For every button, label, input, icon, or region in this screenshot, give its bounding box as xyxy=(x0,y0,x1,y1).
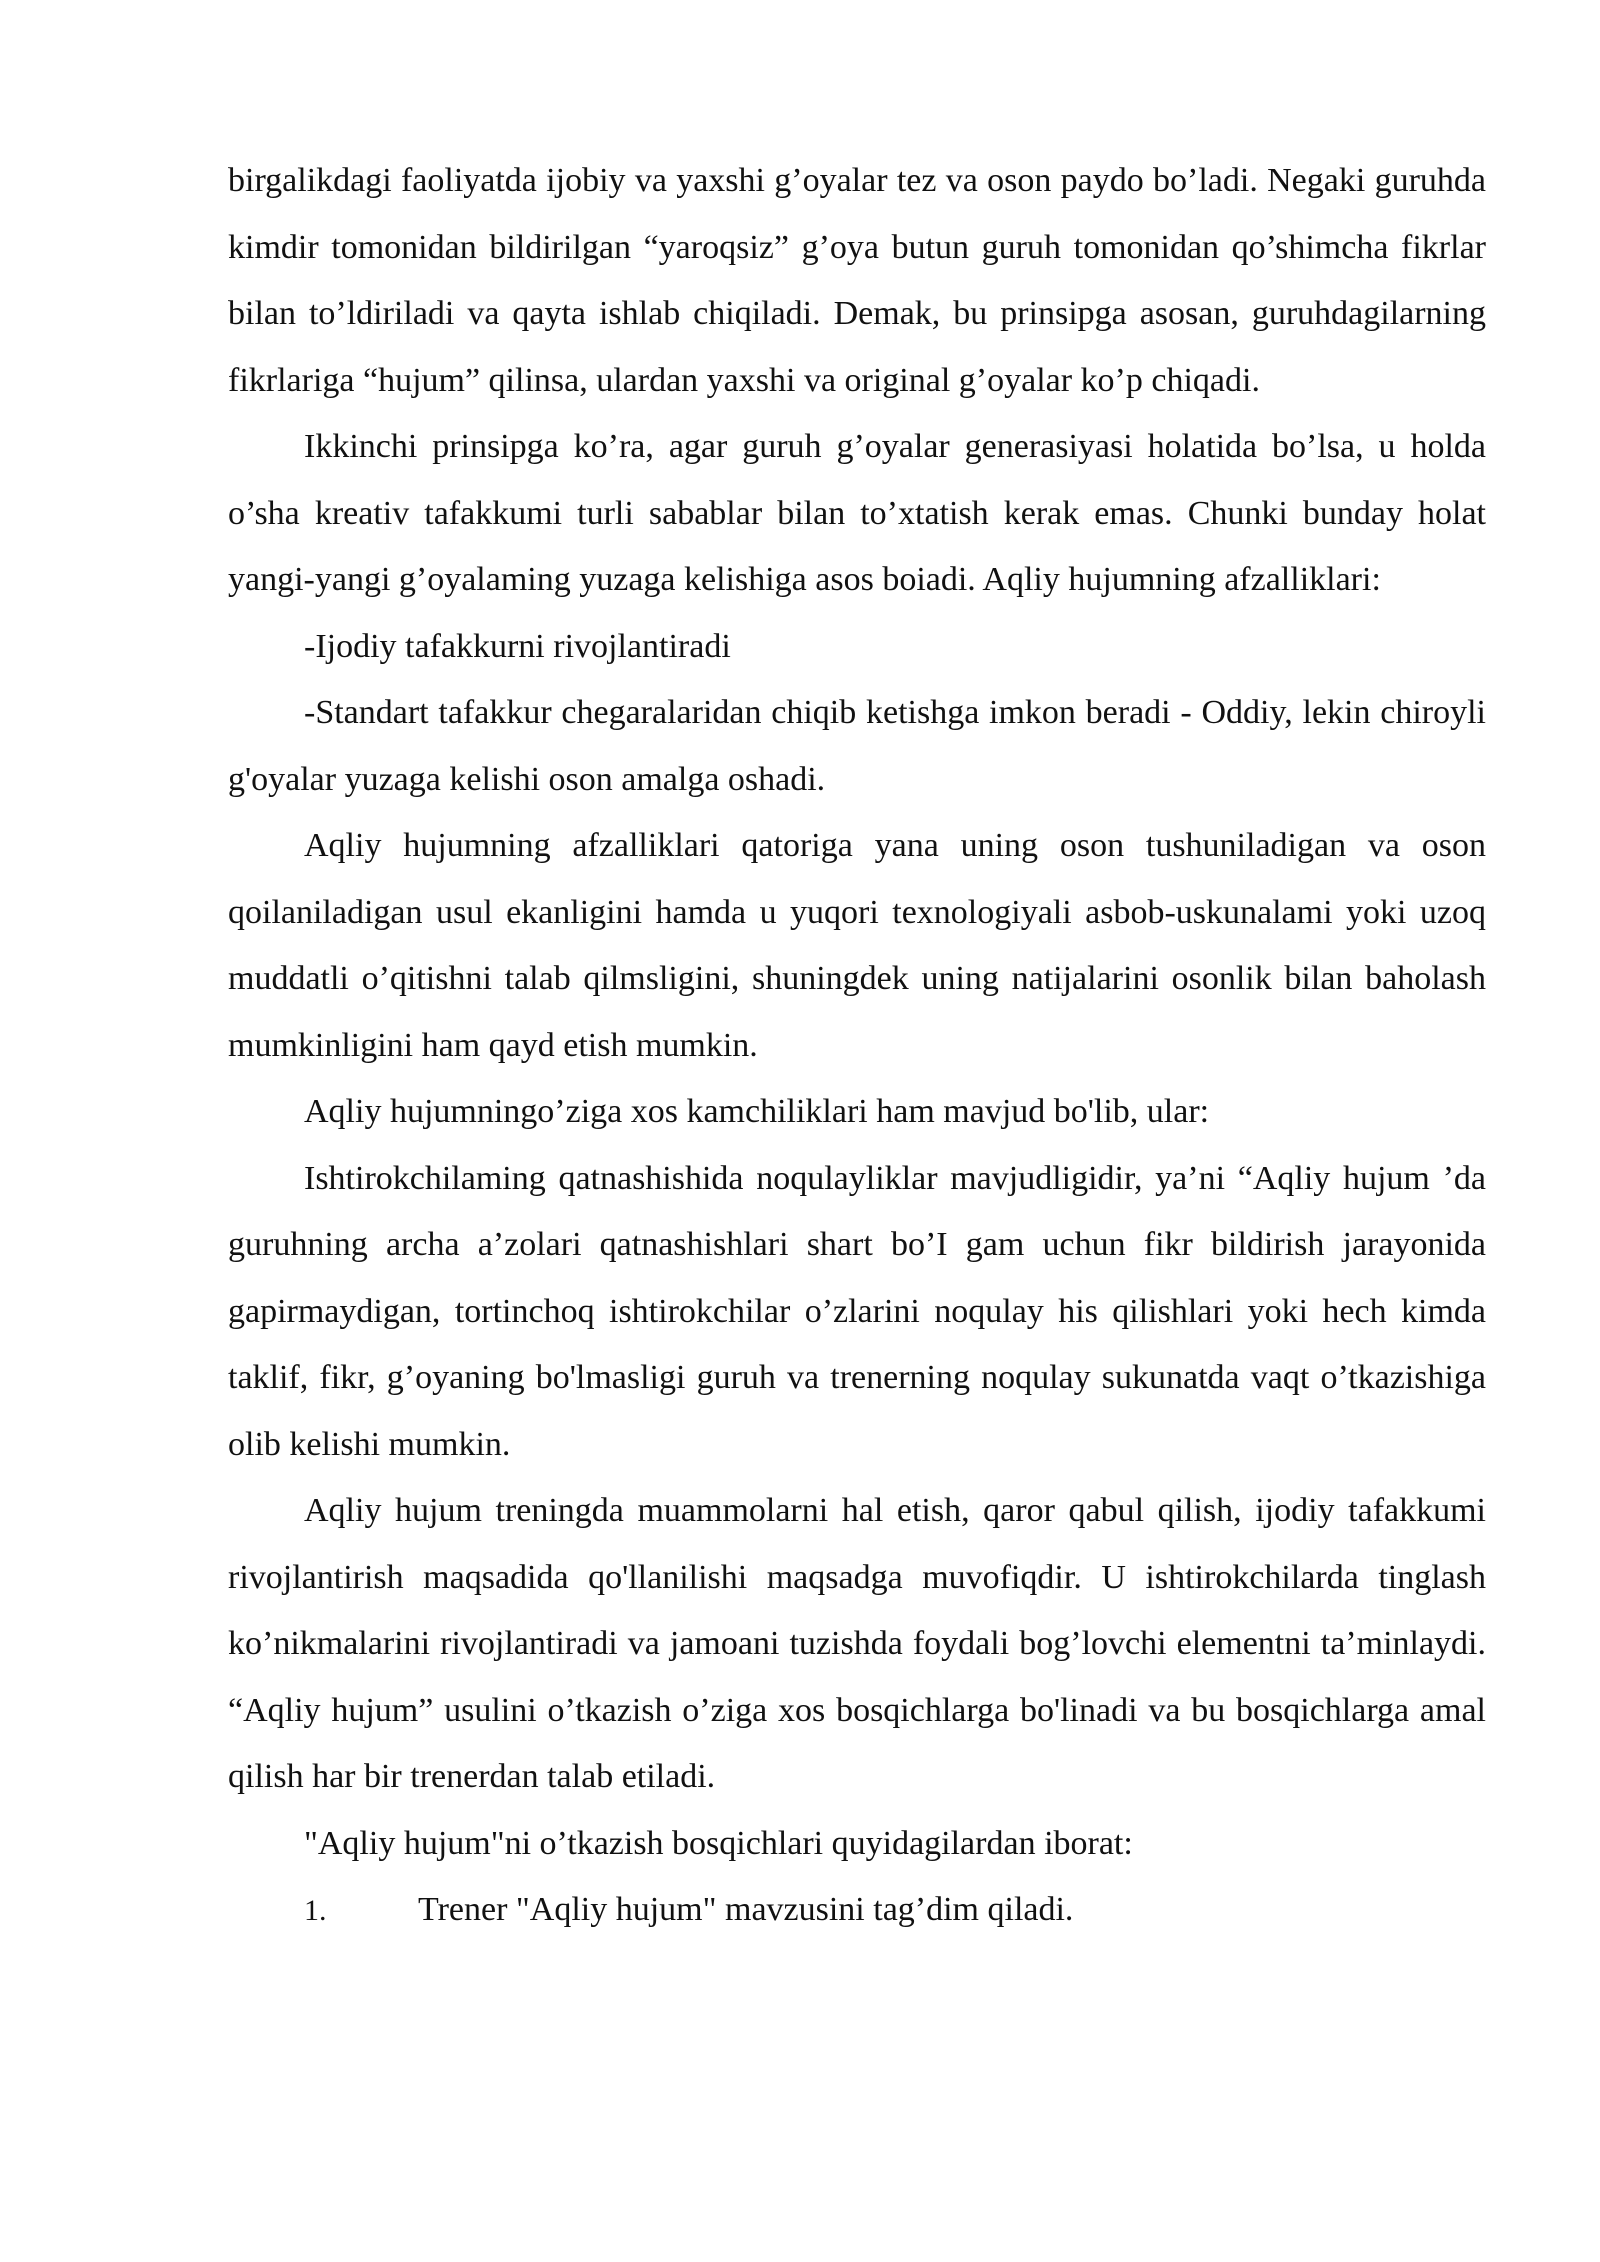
paragraph-5: Aqliy hujumning afzalliklari qatoriga yana uning oson tushuniladigan va oson qoilaniladigan usul ekanligini hamda u yuqori texnologiyali asbob-uskunalami yoki uzoq muddatli o’qitishni talab qilmsligini, shuningdek uning natijalarini osonlik bilan baholash mumkinligini ham qayd etish mumkin. xyxy=(228,827,1486,1064)
document-page xyxy=(228,148,1486,1945)
paragraph-6: Aqliy hujumningo’ziga xos kamchiliklari ham mavjud bo'lib, ular: xyxy=(304,1093,1210,1130)
paragraph-1: birgalikdagi faoliyatda ijobiy va yaxshi g’oyalar tez va oson paydo bo’ladi. Negaki guruhda kimdir tomonidan bildirilgan “yaroqsiz” g’oya butun guruh tomonidan qo’shimcha fikrlar bilan to’ldiriladi va qayta ishlab chiqiladi. Demak, bu prinsipga asosan, guruhdagilarning fikrlariga “hujum” qilinsa, ulardan yaxshi va original g’oyalar ko’p chiqadi. xyxy=(228,162,1486,399)
paragraph-8: Aqliy hujum treningda muammolarni hal etish, qaror qabul qilish, ijodiy tafakkumi rivojlantirish maqsadida qo'llanilishi maqsadga muvofiqdir. U ishtirokchilarda tinglash ko’nikmalarini rivojlantiradi va jamoani tuzishda foydali bog’lovchi elementni ta’minlaydi. “Aqliy hujum” usulini o’tkazish o’ziga xos bosqichlarga bo'linadi va bu bosqichlarga amal qilish har bir trenerdan talab etiladi. xyxy=(228,1492,1486,1795)
paragraph-9: "Aqliy hujum"ni o’tkazish bosqichlari quyidagilardan iborat: xyxy=(304,1824,1133,1862)
list-item-number: 1. xyxy=(304,1894,327,1927)
list-item-text: Trener "Aqliy hujum" mavzusini tag’dim qiladi. xyxy=(418,1891,1074,1928)
paragraph-2: Ikkinchi prinsipga ko’ra, agar guruh g’oyalar generasiyasi holatida bo’lsa, u holda o’sha kreativ tafakkumi turli sabablar bilan to’xtatish kerak emas. Chunki bunday holat yangi-yangi g’oyalaming yuzaga kelishiga asos boiadi. Aqliy hujumning afzalliklari: xyxy=(228,428,1486,598)
paragraph-7: Ishtirokchilaming qatnashishida noqulayliklar mavjudligidir, ya’ni “Aqliy hujum ’da guruhning archa a’zolari qatnashishlari shart bo’I gam uchun fikr bildirish jarayonida gapirmaydigan, tortinchoq ishtirokchilar o’zlarini noqulay his qilishlari yoki hech kimda taklif, fikr, g’oyaning bo'lmasligi guruh va trenerning noqulay sukunatda vaqt o’tkazishiga olib kelishi mumkin. xyxy=(228,1159,1486,1463)
paragraph-4: -Standart tafakkur chegaralaridan chiqib ketishga imkon beradi - Oddiy, lekin chiroyli g'oyalar yuzaga kelishi oson amalga oshadi. xyxy=(228,694,1486,798)
paragraph-3: -Ijodiy tafakkurni rivojlantiradi xyxy=(304,627,731,665)
list-item xyxy=(228,1877,1486,1945)
